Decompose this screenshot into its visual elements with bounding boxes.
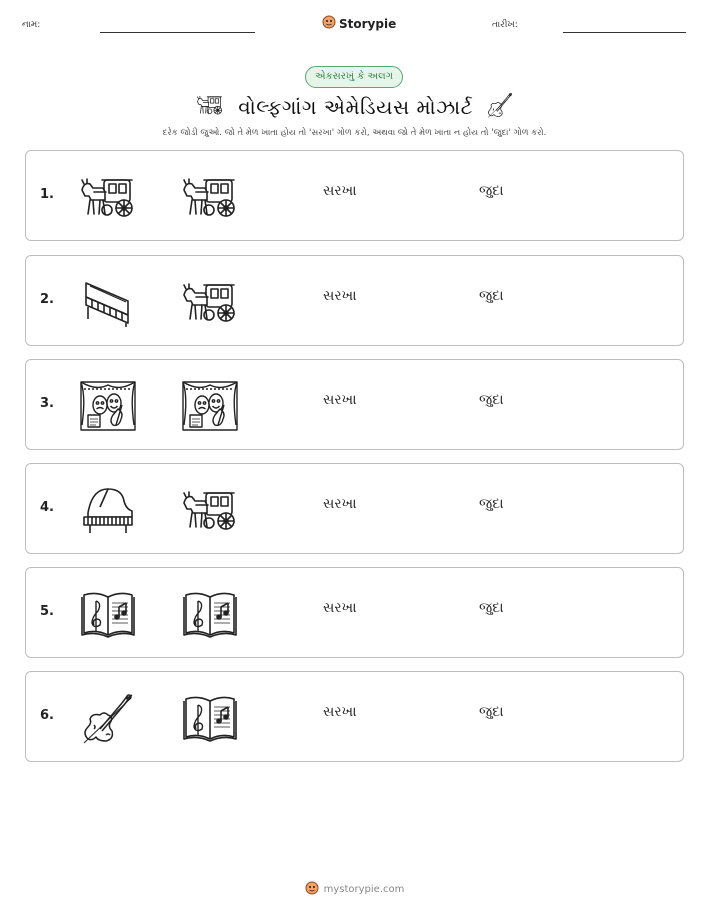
name-label: નામ: xyxy=(22,20,41,30)
different-option[interactable]: જુદા xyxy=(479,600,504,616)
worksheet-header xyxy=(0,14,709,38)
different-option[interactable]: જુદા xyxy=(479,496,504,512)
theater-stage-icon xyxy=(78,379,138,433)
music-book-icon xyxy=(180,587,240,641)
brand-logo xyxy=(322,14,396,33)
same-option[interactable]: સરખા xyxy=(323,288,357,304)
question-row-5 xyxy=(25,567,684,658)
same-option[interactable]: સરખા xyxy=(323,496,357,512)
footer xyxy=(0,880,709,899)
upright-piano-icon xyxy=(78,275,138,329)
same-option[interactable]: સરખા xyxy=(323,392,357,408)
question-number: 6. xyxy=(40,708,54,723)
question-row-2 xyxy=(25,255,684,346)
question-number: 4. xyxy=(40,500,54,515)
question-row-6 xyxy=(25,671,684,762)
question-number: 2. xyxy=(40,292,54,307)
carriage-icon xyxy=(194,92,226,122)
carriage-icon xyxy=(180,275,240,329)
different-option[interactable]: જુદા xyxy=(479,392,504,408)
same-option[interactable]: સરખા xyxy=(323,600,357,616)
different-option[interactable]: જુદા xyxy=(479,183,504,199)
page-title: વોલ્ફગાંગ એમેડિયસ મોઝાર્ટ xyxy=(238,95,473,119)
title-row xyxy=(0,90,709,124)
carriage-icon xyxy=(78,170,138,224)
same-option[interactable]: સરખા xyxy=(323,183,357,199)
question-row-4 xyxy=(25,463,684,554)
instructions: દરેક જોડી જુઓ. જો તે મેળ ખાતા હોય તો 'સરખા' ગોળ કરો, અથવા જો તે મેળ ખાતા ન હોય તો 'જુદા' ગોળ કરો. xyxy=(162,128,547,138)
date-label: તારીખ: xyxy=(492,20,518,30)
question-row-3 xyxy=(25,359,684,450)
carriage-icon xyxy=(180,170,240,224)
name-line xyxy=(100,32,255,33)
different-option[interactable]: જુદા xyxy=(479,288,504,304)
date-line xyxy=(563,32,686,33)
question-row-1 xyxy=(25,150,684,241)
question-number: 1. xyxy=(40,187,54,202)
grand-piano-icon xyxy=(78,483,138,537)
theater-stage-icon xyxy=(180,379,240,433)
question-number: 5. xyxy=(40,604,54,619)
activity-type-badge: એકસરખું કે અલગ xyxy=(305,66,403,88)
carriage-icon xyxy=(180,483,240,537)
music-book-icon xyxy=(180,691,240,745)
brand-name: Storypie xyxy=(339,16,397,31)
different-option[interactable]: જુદા xyxy=(479,704,504,720)
violin-icon xyxy=(78,691,138,745)
same-option[interactable]: સરખા xyxy=(323,704,357,720)
question-number: 3. xyxy=(40,396,54,411)
footer-url: mystorypie.com xyxy=(323,884,405,895)
music-book-icon xyxy=(78,587,138,641)
mascot-icon xyxy=(322,14,336,33)
mascot-icon xyxy=(305,880,319,899)
violin-icon xyxy=(485,90,515,124)
